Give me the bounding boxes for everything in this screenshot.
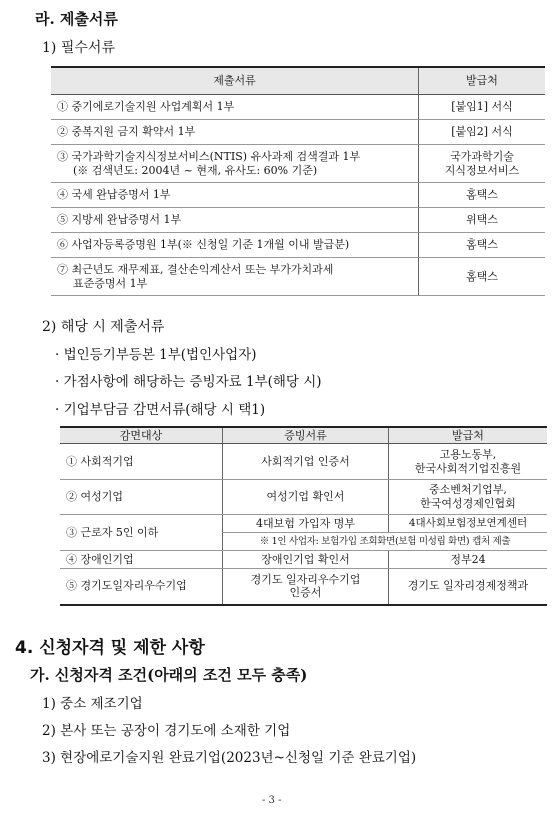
issuer-cell xyxy=(389,480,548,515)
bullet-item: · 가점사항에 해당하는 증빙자료 1부(해당 시) xyxy=(55,374,322,390)
table-row xyxy=(51,258,545,296)
bullet-item: · 법인등기부등본 1부(법인사업자) xyxy=(55,347,257,363)
table-row xyxy=(60,515,547,533)
doc-cell: ① 중기에로기술지원 사업계획서 1부 xyxy=(51,95,419,120)
insurance-note: ※ 1인 사업자: 보험가입 조회화면(보험 미성립 화면) 캡처 제출 xyxy=(223,533,548,551)
target-cell: ③ 근로자 5인 이하 xyxy=(60,515,223,551)
doc-cell: ④ 국세 완납증명서 1부 xyxy=(51,183,419,208)
doc-line: ③ 국가과학기술지식정보서비스(NTIS) 유사과제 검색결과 1부 xyxy=(57,149,361,163)
condition-item: 1) 중소 제조기업 xyxy=(42,696,143,712)
header-issuer: 발급처 xyxy=(419,67,546,95)
header-doc: 제출서류 xyxy=(51,67,419,95)
page-number: - 3 - xyxy=(262,795,282,806)
table-row xyxy=(51,145,545,183)
table-row xyxy=(51,233,545,258)
table-row xyxy=(51,183,545,208)
table-row xyxy=(51,95,545,120)
issuer-line: 지식정보서비스 xyxy=(444,163,520,177)
issuer-cell xyxy=(389,444,548,480)
table-row xyxy=(60,569,547,605)
section-heading-4: 4. 신청자격 및 제한 사항 xyxy=(15,638,205,658)
header-target: 감면대상 xyxy=(60,427,223,444)
doc-cell xyxy=(51,145,419,183)
doc-cell: ⑥ 사업자등록증명원 1부(※ 신청일 기준 1개월 이내 발급분) xyxy=(51,233,419,258)
issuer-cell: 경기도 일자리경제정책과 xyxy=(389,569,548,605)
issuer-cell: [붙임2] 서식 xyxy=(419,120,546,145)
section-heading-ga: 가. 신청자격 조건(아래의 조건 모두 충족) xyxy=(30,666,308,684)
proof-cell: 장애인기업 확인서 xyxy=(223,551,389,569)
doc-cell xyxy=(51,258,419,296)
table-row xyxy=(60,551,547,569)
table-header-row xyxy=(51,67,545,95)
proof-line: 인증서 xyxy=(289,586,322,600)
proof-cell xyxy=(223,569,389,605)
table-row xyxy=(51,208,545,233)
issuer-cell: 홈택스 xyxy=(419,183,546,208)
issuer-line: 고용노동부, xyxy=(439,447,497,461)
issuer-cell: 4대사회보험정보연계센터 xyxy=(389,515,548,533)
issuer-cell: 위택스 xyxy=(419,208,546,233)
proof-cell: 4대보험 가입자 명부 xyxy=(223,515,389,533)
issuer-cell: 홈택스 xyxy=(419,233,546,258)
header-issuer: 발급처 xyxy=(389,427,548,444)
proof-cell: 여성기업 확인서 xyxy=(223,480,389,515)
issuer-cell: 정부24 xyxy=(389,551,548,569)
condition-item: 2) 본사 또는 공장이 경기도에 소재한 기업 xyxy=(42,723,291,739)
required-docs-table xyxy=(51,66,545,296)
table-row xyxy=(51,120,545,145)
table-row xyxy=(60,444,547,480)
subheading-conditional-docs: 2) 해당 시 제출서류 xyxy=(42,319,165,335)
doc-line: ⑦ 최근년도 재무제표, 결산손익계산서 또는 부가가치과세 xyxy=(57,262,334,276)
target-cell: ① 사회적기업 xyxy=(60,444,223,480)
condition-item: 3) 현장에로기술지원 완료기업(2023년~신청일 기준 완료기업) xyxy=(42,750,417,766)
target-cell: ② 여성기업 xyxy=(60,480,223,515)
doc-cell: ⑤ 지방세 완납증명서 1부 xyxy=(51,208,419,233)
target-cell: ④ 장애인기업 xyxy=(60,551,223,569)
issuer-line: 한국여성경제인협회 xyxy=(420,497,516,510)
table-header-row xyxy=(60,427,547,444)
table-row xyxy=(60,480,547,515)
target-cell: ⑤ 경기도일자리우수기업 xyxy=(60,569,223,605)
issuer-cell: [붙임1] 서식 xyxy=(419,95,546,120)
header-proof: 증빙서류 xyxy=(223,427,389,444)
doc-cell: ② 중복지원 금지 확약서 1부 xyxy=(51,120,419,145)
doc-line: 표준증명서 1부 xyxy=(73,276,148,290)
reduction-docs-table xyxy=(60,426,547,606)
proof-line: 경기도 일자리우수기업 xyxy=(250,572,361,586)
issuer-line: 한국사회적기업진흥원 xyxy=(414,461,522,475)
doc-note-line: (※ 검색년도: 2004년 ~ 현재, 유사도: 60% 기준) xyxy=(73,163,318,177)
bullet-item: · 기업부담금 감면서류(해당 시 택1) xyxy=(55,402,266,418)
issuer-cell: 홈택스 xyxy=(419,258,546,296)
issuer-line: 중소벤처기업부, xyxy=(429,483,507,497)
subheading-required-docs: 1) 필수서류 xyxy=(42,40,115,56)
issuer-cell xyxy=(419,145,546,183)
issuer-line: 국가과학기술 xyxy=(450,149,514,163)
proof-cell: 사회적기업 인증서 xyxy=(223,444,389,480)
section-heading-ra: 라. 제출서류 xyxy=(35,10,118,28)
